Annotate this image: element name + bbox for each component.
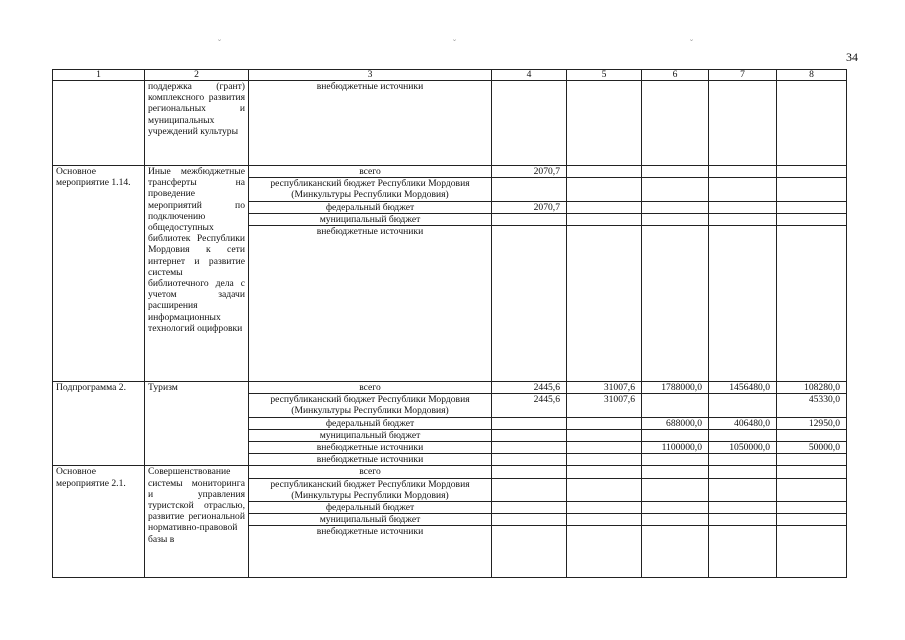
source-cell: федеральный бюджет [249,201,492,213]
value-cell: 31007,6 [567,394,642,417]
scan-speck: ˘ [218,38,221,48]
value-cell [709,429,777,441]
value-cell: 31007,6 [567,382,642,394]
name-cell: Туризм [145,382,249,466]
value-cell [642,213,709,225]
source-cell: муниципальный бюджет [249,213,492,225]
value-cell [492,442,567,454]
source-cell: всего [249,382,492,394]
value-cell [567,429,642,441]
value-cell [642,201,709,213]
value-cell [567,166,642,178]
value-cell [777,454,847,466]
value-cell [492,178,567,201]
name-cell: Иные межбюджетные трансферты на проведение мероприятий по подключению общедоступных библиотек Республики Мордовия к сети интернет и развитие системы библиотечного дела с учетом задачи расширения информационных технологий оцифровки [145,166,249,382]
value-cell [709,166,777,178]
name-cell: поддержка (грант) комплексного развития региональных и муниципальных учреждений культуры [145,81,249,166]
value-cell [777,178,847,201]
value-cell [492,454,567,466]
code-cell: Подпрограмма 2. [53,382,145,466]
value-cell: 2445,6 [492,382,567,394]
value-cell [642,226,709,382]
value-cell [709,226,777,382]
value-cell [567,442,642,454]
value-cell: 108280,0 [777,382,847,394]
value-cell: 1100000,0 [642,442,709,454]
header-cell: 2 [145,70,249,81]
code-cell: Основное мероприятие 2.1. [53,466,145,578]
value-cell [642,429,709,441]
value-cell: 45330,0 [777,394,847,417]
source-cell: внебюджетные источники [249,454,492,466]
value-cell: 2070,7 [492,201,567,213]
value-cell [492,213,567,225]
value-cell [567,201,642,213]
header-cell: 5 [567,70,642,81]
value-cell [777,226,847,382]
source-cell: муниципальный бюджет [249,429,492,441]
scan-speck: ˘ [690,38,693,48]
value-cell: 50000,0 [777,442,847,454]
value-cell [492,429,567,441]
value-cell [709,201,777,213]
value-cell [709,213,777,225]
value-cell [777,429,847,441]
value-cell [642,394,709,417]
value-cell [777,201,847,213]
value-cell [777,166,847,178]
value-cell: 1788000,0 [642,382,709,394]
table-row [53,382,847,394]
value-cell [567,213,642,225]
source-cell: внебюджетные источники [249,442,492,454]
source-cell: всего [249,166,492,178]
value-cell: 1050000,0 [709,442,777,454]
source-cell: всего [249,466,492,478]
source-cell: республиканский бюджет Республики Мордовия (Минкультуры Республики Мордовия) [249,478,492,501]
code-cell: Основное мероприятие 1.14. [53,166,145,382]
value-cell [709,454,777,466]
value-cell [567,454,642,466]
value-cell [709,394,777,417]
name-cell: Совершенствование системы мониторинга и управления туристской отраслью, развитие региональной нормативно-правовой базы в [145,466,249,578]
value-cell [567,417,642,429]
header-cell: 3 [249,70,492,81]
value-cell: 1456480,0 [709,382,777,394]
value-cell [567,226,642,382]
code-cell [53,81,145,166]
source-cell: республиканский бюджет Республики Мордовия (Минкультуры Республики Мордовия) [249,178,492,201]
value-cell: 2445,6 [492,394,567,417]
value-cell: 406480,0 [709,417,777,429]
value-cell [492,226,567,382]
source-cell: внебюджетные источники [249,226,492,382]
table-row [53,81,847,166]
header-cell: 4 [492,70,567,81]
value-cell [642,454,709,466]
value-cell: 688000,0 [642,417,709,429]
value-cell [777,213,847,225]
table-row [53,466,847,478]
value-cell [492,417,567,429]
header-cell: 6 [642,70,709,81]
value-cell [709,178,777,201]
scan-speck: ˘ [453,38,456,48]
source-cell: республиканский бюджет Республики Мордовия (Минкультуры Республики Мордовия) [249,394,492,417]
page-number: 34 [846,50,858,64]
source-cell: внебюджетные источники [249,526,492,578]
header-cell: 7 [709,70,777,81]
header-row [53,70,847,81]
table-row [53,166,847,178]
source-cell: муниципальный бюджет [249,514,492,526]
header-cell: 8 [777,70,847,81]
value-cell [642,178,709,201]
source-cell: федеральный бюджет [249,417,492,429]
budget-table [52,69,847,578]
value-cell: 12950,0 [777,417,847,429]
value-cell: 2070,7 [492,166,567,178]
source-cell: внебюджетные источники [249,81,492,166]
value-cell [567,178,642,201]
header-cell: 1 [53,70,145,81]
source-cell: федеральный бюджет [249,502,492,514]
value-cell [642,166,709,178]
